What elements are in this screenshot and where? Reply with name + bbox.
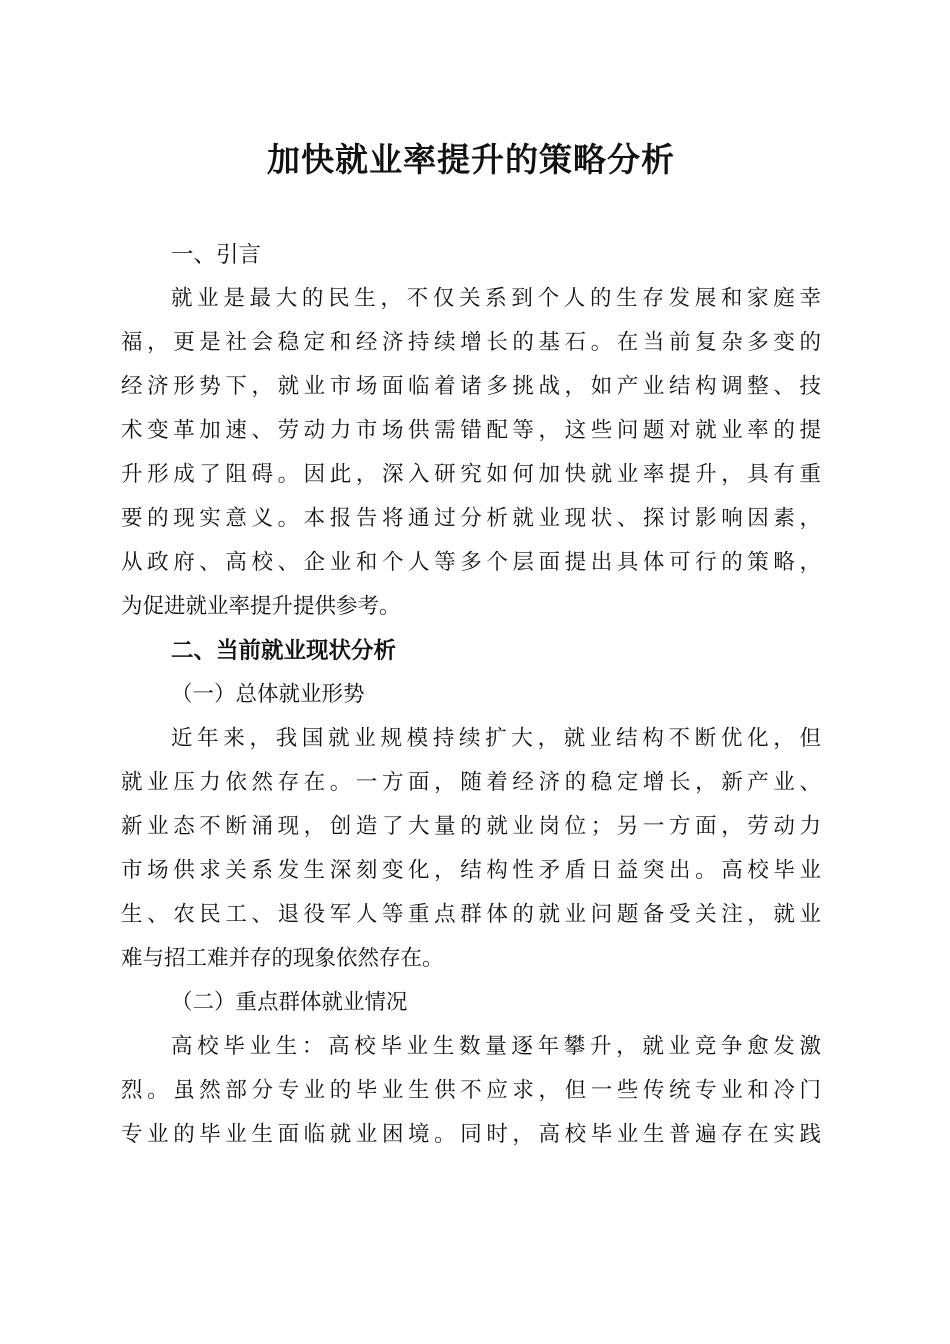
- paragraph-line: 高校毕业生：高校毕业生数量逐年攀升，就业竞争愈发激: [171, 1034, 821, 1059]
- paragraph-line: 生、农民工、退役军人等重点群体的就业问题备受关注，就业: [121, 902, 821, 927]
- paragraph-line: 从政府、高校、企业和个人等多个层面提出具体可行的策略，: [121, 550, 821, 575]
- paragraph-line: 近年来，我国就业规模持续扩大，就业结构不断优化，但: [171, 726, 821, 751]
- paragraph-line: 就业是最大的民生，不仅关系到个人的生存发展和家庭幸: [171, 286, 821, 311]
- title-spacer: [121, 190, 821, 233]
- document-title: 加快就业率提升的策略分析: [267, 140, 675, 179]
- paragraph-line: 市场供求关系发生深刻变化，结构性矛盾日益突出。高校毕业: [121, 858, 821, 883]
- paragraph-line: 就业压力依然存在。一方面，随着经济的稳定增长，新产业、: [121, 770, 821, 795]
- paragraph-line: 专业的毕业生面临就业困境。同时，高校毕业生普遍存在实践: [121, 1122, 821, 1147]
- document-body: [121, 130, 821, 1157]
- paragraph-line: 难与招工难并存的现象依然存在。: [121, 946, 444, 971]
- paragraph-line: 福，更是社会稳定和经济持续增长的基石。在当前复杂多变的: [121, 330, 821, 355]
- paragraph-line: 术变革加速、劳动力市场供需错配等，这些问题对就业率的提: [121, 418, 821, 443]
- subsection-heading-overall-situation: （一）总体就业形势: [171, 682, 365, 707]
- paragraph-line: 要的现实意义。本报告将通过分析就业现状、探讨影响因素，: [121, 506, 821, 531]
- subsection-heading-key-groups: （二）重点群体就业情况: [171, 990, 408, 1015]
- paragraph-line: 升形成了阻碍。因此，深入研究如何加快就业率提升，具有重: [121, 462, 821, 487]
- paragraph-line: 烈。虽然部分专业的毕业生供不应求，但一些传统专业和冷门: [121, 1078, 821, 1103]
- overall-situation-paragraph: [121, 717, 821, 981]
- section-heading-employment-status: 二、当前就业现状分析: [171, 638, 397, 664]
- paragraph-line: 经济形势下，就业市场面临着诸多挑战，如产业结构调整、技: [121, 374, 821, 399]
- section-heading-introduction: 一、引言: [171, 242, 262, 268]
- key-groups-paragraph: [121, 1025, 821, 1157]
- introduction-paragraph: [121, 277, 821, 629]
- paragraph-line: 新业态不断涌现，创造了大量的就业岗位；另一方面，劳动力: [121, 814, 821, 839]
- paragraph-line: 为促进就业率提升提供参考。: [121, 594, 401, 619]
